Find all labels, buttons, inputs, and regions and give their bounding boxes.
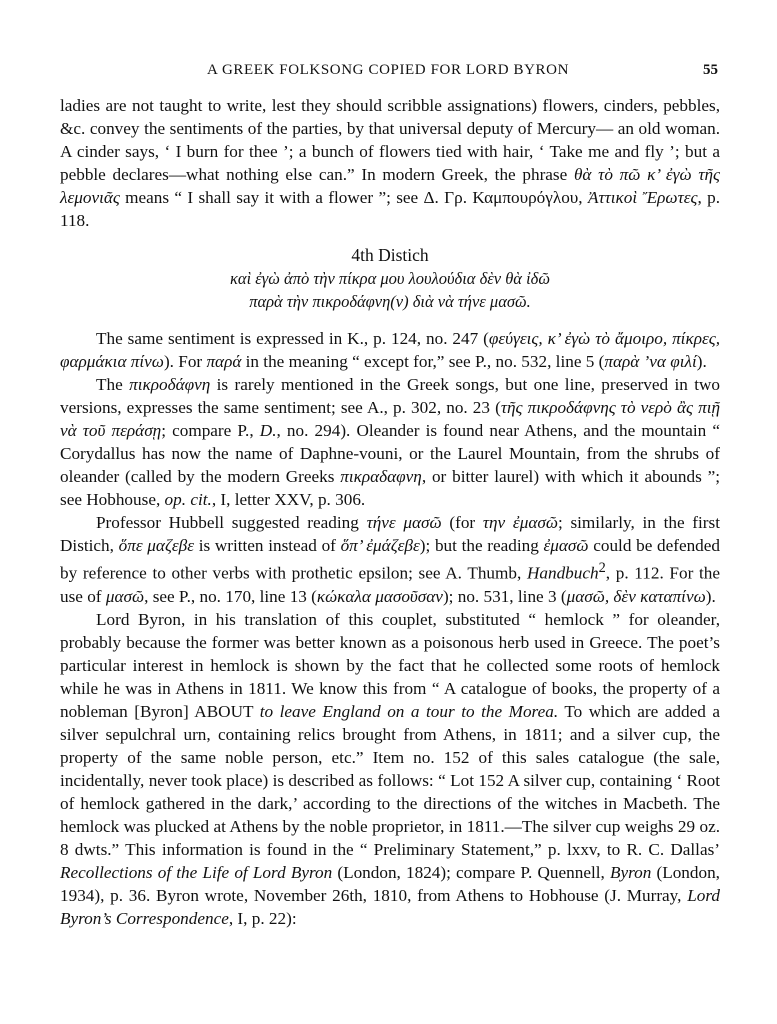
text-run: ; similarly, in the first Distich,	[60, 513, 720, 555]
greek-word: την ἐμασῶ	[482, 513, 558, 532]
text-run: ).	[705, 586, 716, 606]
greek-word: παρά	[206, 352, 242, 371]
text-run: ); no. 531, line 3 (	[442, 586, 567, 606]
greek-quote: κώκαλα μασοῦσαν	[316, 586, 443, 606]
text-run: , see P., no. 170, line 13 (	[144, 586, 317, 606]
text-run: means “ I shall say it with a flower ”; see Δ. Γρ. Καμπουρόγλου,	[119, 188, 588, 207]
italic-ref: to leave England on a tour to the Morea.	[259, 701, 559, 721]
text-run: is written instead of	[194, 536, 341, 555]
greek-word: ὅπ’ ἐμάζεβε	[340, 536, 420, 555]
text-run: (for	[441, 513, 483, 532]
text-run: could be defended by reference to other verbs with prothetic epsilon; see A. Thumb,	[60, 536, 720, 583]
text-run: , I, p. 22):	[228, 908, 297, 928]
greek-word: τήνε μασῶ	[366, 513, 442, 532]
greek-quote: μασῶ, δὲν καταπίνω	[566, 586, 706, 606]
greek-phrase: θὰ τὸ πῶ κ’ ἐγὼ τῆς λεμονιᾶς	[60, 165, 720, 207]
italic-ref: Byron	[609, 862, 652, 882]
greek-quote: τῆς πικροδάφνης τὸ νερὸ ἂς πιῇ νὰ τοῦ περάσῃ	[60, 398, 720, 440]
italic-ref: Recollections of the Life of Lord Byron	[60, 862, 333, 882]
text-run: is rarely mentioned in the Greek songs, but one line, preserved in two versions, expresses the same sentiment; see A., p. 302, no. 23 (	[60, 375, 720, 417]
page-body	[60, 94, 720, 930]
italic-ref: Handbuch	[526, 563, 599, 583]
greek-title: Ἀττικοὶ Ἔρωτες	[587, 188, 698, 207]
verse-line-2: παρὰ τὴν πικροδάφνη(ν) διὰ νὰ τήνε μασῶ.	[249, 292, 531, 311]
superscript: 2	[598, 560, 606, 576]
text-run: , p. 118.	[60, 188, 720, 230]
text-run: ; compare P.,	[161, 421, 260, 440]
text-run: , I, letter XXV, p. 306.	[211, 490, 366, 509]
spacer	[60, 313, 720, 327]
text-run: ).	[696, 352, 707, 371]
text-run: (London, 1934), p. 36. Byron wrote, November 26th, 1810, from Athens to Hobhouse (J. Murray,	[60, 862, 720, 905]
text-run: Professor Hubbell suggested reading	[96, 513, 367, 532]
greek-word: ἐμασῶ	[543, 536, 589, 555]
text-run: To which are added a silver sepulchral urn, containing relics brought from Athens, in 1811; and a silver cup, the property of the same noble person, etc.” Item no. 152 of this sales catalogue (the sale, incidentally, never took place) is described as follows: “ Lot 152 A silver cup, containing ‘ Root of hemlock gathered in the dark,’ according to the directions of the witches in Macbeth. The hemlock was plucked at Athens by the noble proprietor, in 1811.—The silver cup weighs 29 oz. 8 dwts.” This information is found in the “ Preliminary Statement,” p. lxxv, to R. C. Dallas’	[60, 701, 721, 859]
text-run: (London, 1824); compare P. Quennell,	[332, 862, 610, 882]
running-header	[58, 62, 718, 82]
italic-ref: op. cit.	[164, 490, 212, 509]
page-number: 55	[703, 62, 718, 78]
greek-word: πικραδαφνη	[340, 467, 422, 486]
running-title: A GREEK FOLKSONG COPIED FOR LORD BYRON	[207, 62, 569, 78]
text-run: Lord Byron, in his translation of this couplet, substituted “ hemlock ” for oleander, probably because the former was better known as a poisonous herb used in Greece. The poet’s particular interest in hemlock is shown by the fact that he collected some roots of hemlock while he was in Athens in 1811. We know this from “ A catalogue of books, the property of a nobleman [Byron] ABOUT	[60, 609, 720, 721]
greek-word: μασῶ	[105, 586, 145, 606]
italic-ref: D.	[259, 421, 277, 440]
greek-quote: παρὰ ’να φιλί	[604, 352, 697, 371]
text-run: in the meaning “ except for,” see P., no. 532, line 5 (	[241, 352, 605, 371]
paragraph-sentiment	[60, 327, 720, 373]
italic-ref: Lord Byron’s Correspondence	[60, 885, 720, 928]
text-run: , no. 294). Oleander is found near Athens, and the mountain “ Corydallus has now the name of Daphne-vouni, or the Laurel Mountain, from the shrubs of oleander (called by the modern Greeks	[60, 421, 720, 486]
verse-line-1: καὶ ἐγὼ ἀπὸ τὴν πίκρα μου λουλούδια δὲν θὰ ἰδῶ	[229, 269, 550, 288]
paragraph-oleander	[60, 373, 720, 511]
text-run: ); but the reading	[419, 536, 544, 555]
greek-word: ὅπε μαζεβε	[118, 536, 195, 555]
greek-quote: φεύγεις, κ’ ἐγὼ τὸ ἄμοιρο, πίκρες, φαρμάκια πίνω	[60, 329, 721, 371]
section-title: 4th Distich	[351, 245, 429, 265]
text-run: The same sentiment is expressed in K., p. 124, no. 247 (	[96, 329, 489, 348]
text-run: The	[96, 375, 130, 394]
text-run: , or bitter laurel) with which it abounds ”; see Hobhouse,	[60, 467, 720, 509]
text-run: , p. 112. For the use of	[60, 563, 720, 606]
paragraph-byron-hemlock	[60, 608, 720, 930]
paragraph-continued	[60, 94, 720, 232]
text-run: ladies are not taught to write, lest they should scribble assignations) flowers, cinders, pebbles, &c. convey the sentiments of the parties, by that universal deputy of Mercury— an old woman. A cinder says, ‘ I burn for thee ’; a bunch of flowers tied with hair, ‘ Take me and fly ’; but a pebble declares—what nothing else can.” In modern Greek, the phrase	[60, 96, 720, 184]
paragraph-hubbell	[60, 511, 720, 608]
text-run: ). For	[163, 352, 207, 371]
greek-word: πικροδάφνη	[129, 375, 211, 394]
